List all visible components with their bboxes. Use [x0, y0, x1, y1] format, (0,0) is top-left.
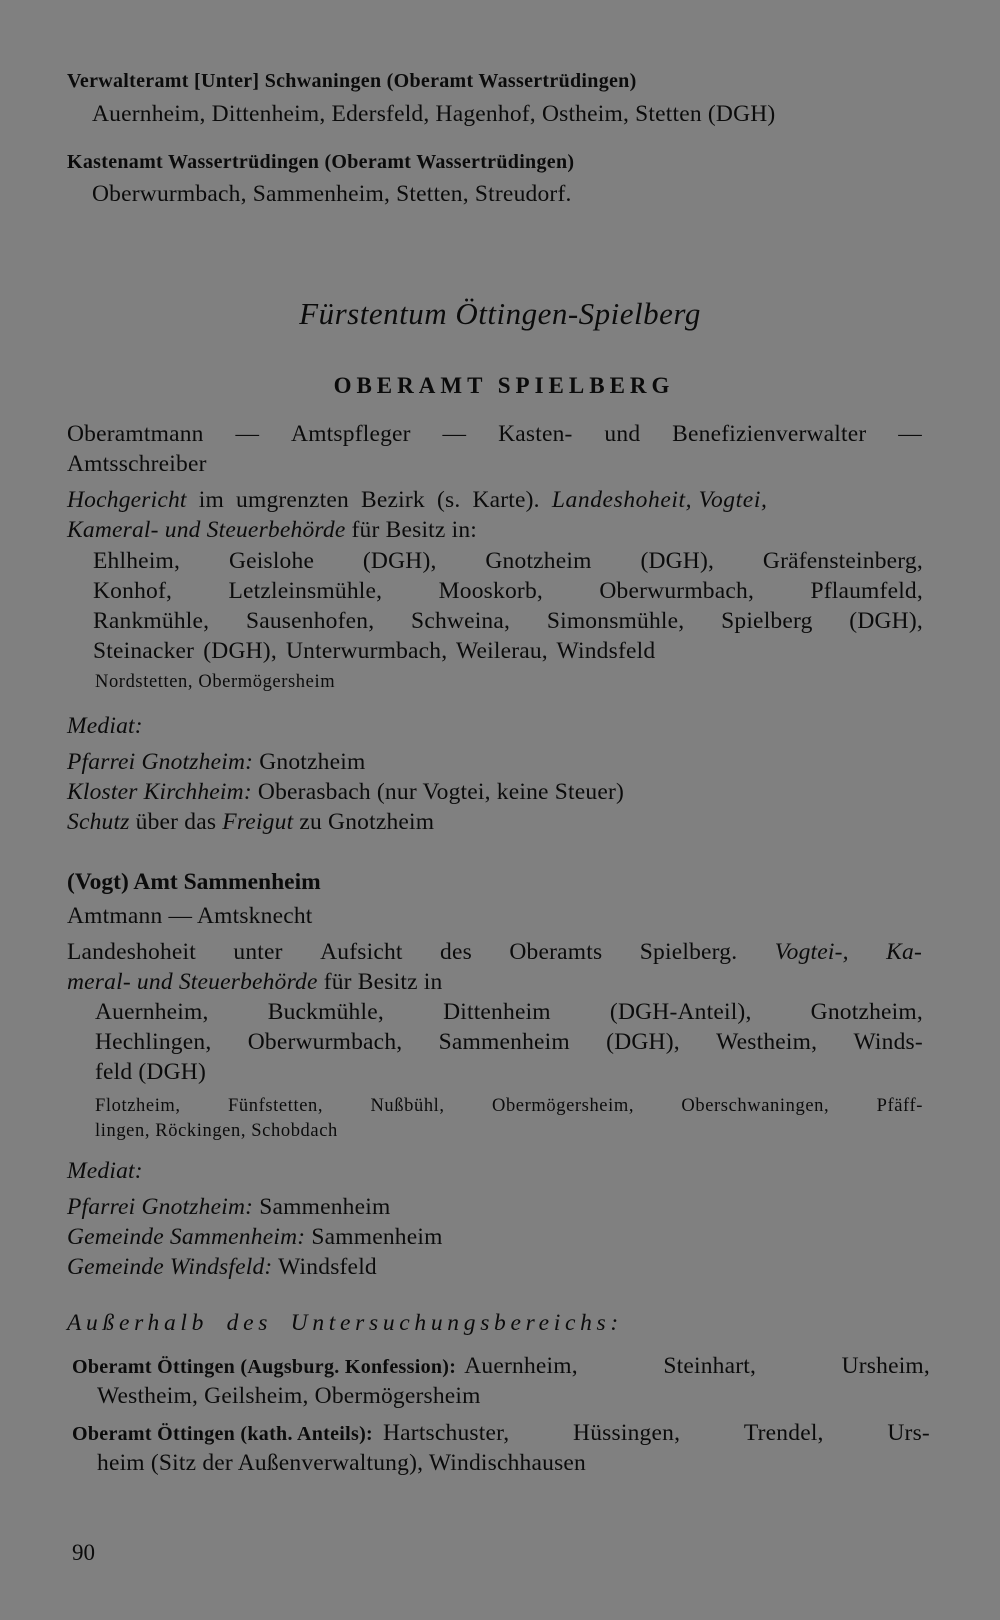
place-word: Letzleinsmühle,	[228, 578, 383, 604]
kameral-line-2	[67, 969, 442, 996]
landeshoheit-word: Vogtei-,	[774, 939, 849, 965]
pfarrei-label-2: Pfarrei Gnotzheim:	[67, 1194, 254, 1220]
gemeinde-sammenheim-label: Gemeinde Sammenheim:	[67, 1224, 306, 1250]
amt-places-row-3: feld (DGH)	[95, 1059, 206, 1085]
official-word: Oberamtmann	[67, 421, 204, 447]
outside-title: Außerhalb des Untersuchungsbereichs:	[67, 1310, 623, 1336]
places-kastenamt: Oberwurmbach, Sammenheim, Stetten, Streudorf.	[92, 181, 572, 207]
outside-row-1	[72, 1353, 930, 1380]
outside-place-word: Hartschuster,	[383, 1420, 510, 1446]
landeshoheit-line	[67, 939, 922, 966]
places-row-4: Steinacker (DGH), Unterwurmbach, Weilerau, Windsfeld	[93, 638, 656, 664]
place-word: (DGH),	[362, 548, 437, 574]
amt-small-row-2: lingen, Röckingen, Schobdach	[95, 1121, 338, 1141]
amt-place-word: Hechlingen,	[95, 1029, 212, 1055]
place-word: Mooskorb,	[438, 578, 543, 604]
mediat-schutz	[67, 809, 434, 836]
oberamt-subtitle: OBERAMT SPIELBERG	[333, 373, 675, 398]
amt-place-word: Dittenheim	[443, 999, 551, 1025]
place-word: Spielberg	[721, 608, 813, 634]
landeshoheit-label: Landeshoheit, Vogtei,	[551, 487, 768, 513]
mediat-pfarrei	[67, 749, 365, 776]
landeshoheit-word: des	[440, 939, 472, 965]
place-word: Oberwurmbach,	[599, 578, 755, 604]
page-number: 90	[72, 1540, 95, 1565]
kameral-label: Kameral- und Steuerbehörde	[67, 517, 346, 543]
hochgericht-label: Hochgericht	[67, 487, 187, 513]
amt-place-word: Westheim,	[716, 1029, 818, 1055]
outside-place-word: Trendel,	[743, 1420, 824, 1446]
outside-place-word: Auernheim,	[464, 1353, 578, 1379]
official-word: und	[604, 421, 641, 447]
amt-place-word: Auernheim,	[95, 999, 209, 1025]
amt-small-word: Pfäff-	[876, 1096, 923, 1116]
kameral-label-2: meral- und Steuerbehörde	[67, 969, 318, 995]
place-word: Simonsmühle,	[546, 608, 685, 634]
heading-kastenamt: Kastenamt Wassertrüdingen (Oberamt Wassertrüdingen)	[67, 151, 575, 173]
outside-row-1-cont: Westheim, Geilsheim, Obermögersheim	[97, 1383, 481, 1409]
oberamt-oettingen-augsburg-places	[464, 1353, 930, 1380]
amt-small-word: Oberschwaningen,	[681, 1096, 830, 1116]
hochgericht-line	[67, 487, 922, 514]
pfarrei-text: Gnotzheim	[253, 749, 366, 775]
outside-place-word: Steinhart,	[663, 1353, 757, 1379]
outside-place-word: Ursheim,	[841, 1353, 930, 1379]
officials-line	[67, 421, 922, 448]
amt-sammenheim-title: (Vogt) Amt Sammenheim	[67, 869, 321, 895]
official-word: —	[442, 421, 467, 447]
freigut-label: Freigut	[222, 809, 294, 835]
amt-place-word: Sammenheim	[438, 1029, 570, 1055]
landeshoheit-word: Aufsicht	[320, 939, 403, 965]
officials-line-2: Amtsschreiber	[67, 451, 207, 477]
outside-row-2	[72, 1420, 930, 1447]
landeshoheit-word: Ka-	[886, 939, 922, 965]
place-word: Konhof,	[93, 578, 173, 604]
amt-place-word: (DGH-Anteil),	[609, 999, 752, 1025]
amt-small-word: Obermögersheim,	[492, 1096, 635, 1116]
landeshoheit-word: unter	[233, 939, 283, 965]
place-word: (DGH),	[849, 608, 923, 634]
place-word: Ehlheim,	[93, 548, 181, 574]
outside-row-2-cont: heim (Sitz der Außenverwaltung), Windischhausen	[97, 1450, 587, 1476]
mediat-label: Mediat:	[67, 713, 143, 739]
hochgericht-text: im umgrenzten Bezirk (s. Karte).	[186, 487, 552, 513]
landeshoheit-word: Oberamts	[509, 939, 603, 965]
places-row-1	[93, 548, 923, 575]
place-word: Gräfensteinberg,	[762, 548, 923, 574]
amt-places-row-2	[95, 1029, 923, 1056]
oberamt-oettingen-augsburg-label: Oberamt Öttingen (Augsburg. Konfession):	[72, 1356, 457, 1378]
amt-places-row-1	[95, 999, 923, 1026]
gemeinde-windsfeld-label: Gemeinde Windsfeld:	[67, 1254, 273, 1280]
gemeinde-windsfeld-text: Windsfeld	[272, 1254, 377, 1280]
amt-small-word: Fünfstetten,	[228, 1096, 324, 1116]
schutz-label: Schutz	[67, 809, 130, 835]
official-word: —	[898, 421, 922, 447]
amt-place-word: Buckmühle,	[267, 999, 384, 1025]
oberamt-oettingen-kath-places	[383, 1420, 930, 1447]
landeshoheit-word: Spielberg.	[639, 939, 738, 965]
place-word: Gnotzheim	[485, 548, 592, 574]
mediat-label-2: Mediat:	[67, 1158, 143, 1184]
landeshoheit-word: Landeshoheit	[67, 939, 196, 965]
amt-small-word: Flotzheim,	[95, 1096, 181, 1116]
mediat-gemeinde-windsfeld	[67, 1254, 377, 1281]
place-word: Rankmühle,	[93, 608, 210, 634]
places-verwalteramt: Auernheim, Dittenheim, Edersfeld, Hagenhof, Ostheim, Stetten (DGH)	[92, 101, 776, 127]
gemeinde-sammenheim-text: Sammenheim	[305, 1224, 443, 1250]
kloster-label: Kloster Kirchheim:	[67, 779, 252, 805]
place-word: Geislohe	[228, 548, 315, 574]
amt-small-word: Nußbühl,	[370, 1096, 445, 1116]
official-word: —	[235, 421, 260, 447]
outside-place-word: Hüssingen,	[573, 1420, 681, 1446]
pfarrei-text-2: Sammenheim	[253, 1194, 391, 1220]
schutz-end: zu Gnotzheim	[293, 809, 435, 835]
kameral-text: für Besitz in:	[345, 517, 478, 543]
amt-place-word: (DGH),	[606, 1029, 680, 1055]
place-word: Schweina,	[411, 608, 511, 634]
mediat-gemeinde-sammenheim	[67, 1224, 443, 1251]
official-word: Kasten-	[498, 421, 573, 447]
outside-place-word: Urs-	[887, 1420, 930, 1446]
mediat-kloster	[67, 779, 624, 806]
official-word: Benefizienverwalter	[672, 421, 867, 447]
places-row-2	[93, 578, 923, 605]
pfarrei-label: Pfarrei Gnotzheim:	[67, 749, 254, 775]
amt-small-row-1	[95, 1096, 923, 1117]
amt-place-word: Oberwurmbach,	[247, 1029, 403, 1055]
amt-place-word: Gnotzheim,	[810, 999, 923, 1025]
mediat-pfarrei-2	[67, 1194, 390, 1221]
schutz-mid: über das	[129, 809, 223, 835]
place-word: Sausenhofen,	[245, 608, 375, 634]
amt-place-word: Winds-	[853, 1029, 923, 1055]
places-row-3	[93, 608, 923, 635]
kameral-line	[67, 517, 477, 544]
amt-officials: Amtmann — Amtsknecht	[67, 903, 313, 929]
places-small: Nordstetten, Obermögersheim	[95, 672, 336, 692]
heading-verwalteramt: Verwalteramt [Unter] Schwaningen (Oberamt Wassertrüdingen)	[67, 70, 637, 92]
place-word: (DGH),	[640, 548, 715, 574]
kameral-text-2: für Besitz in	[317, 969, 443, 995]
principality-title: Fürstentum Öttingen-Spielberg	[299, 296, 701, 331]
kloster-text: Oberasbach (nur Vogtei, keine Steuer)	[251, 779, 625, 805]
place-word: Pflaumfeld,	[810, 578, 923, 604]
oberamt-oettingen-kath-label: Oberamt Öttingen (kath. Anteils):	[72, 1423, 373, 1445]
official-word: Amtspfleger	[291, 421, 411, 447]
